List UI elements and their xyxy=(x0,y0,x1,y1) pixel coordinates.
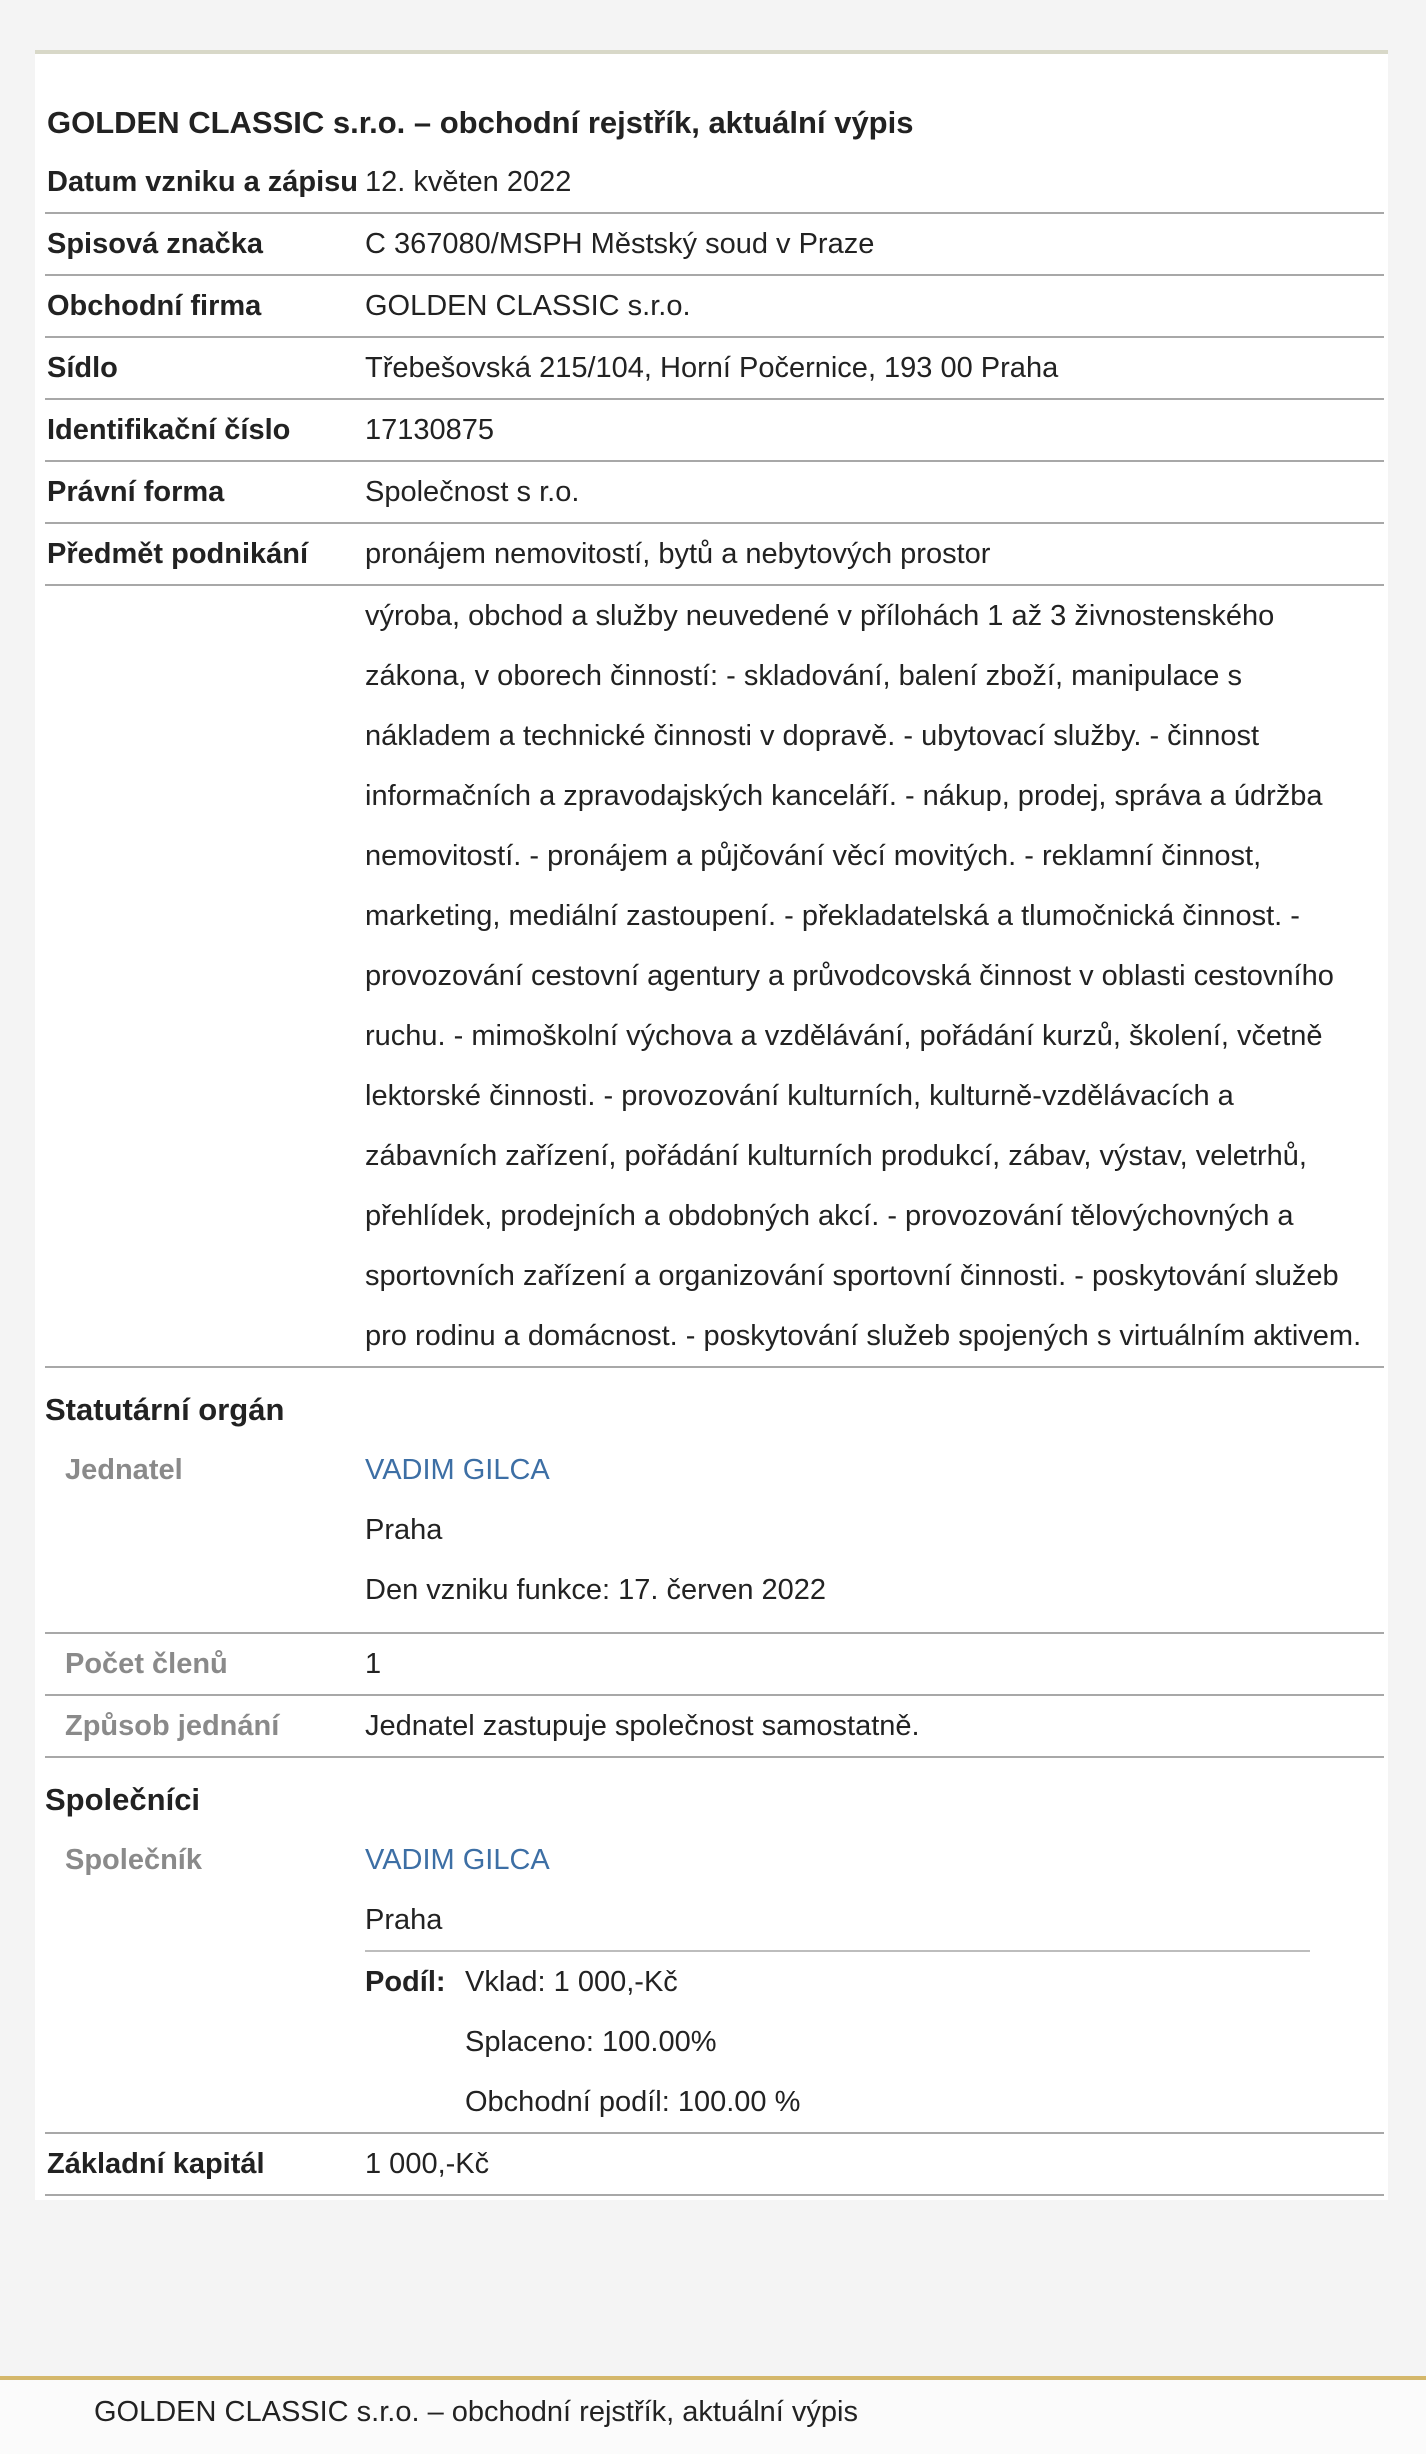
page-title: GOLDEN CLASSIC s.r.o. – obchodní rejstřík, aktuální výpis xyxy=(47,105,914,140)
row-label: Sídlo xyxy=(47,352,118,384)
share-info xyxy=(365,1950,1310,2132)
row-value: GOLDEN CLASSIC s.r.o. xyxy=(365,290,691,322)
row-label: Způsob jednání xyxy=(65,1710,280,1742)
person-link[interactable]: VADIM GILCA xyxy=(365,1454,550,1486)
function-since: Den vzniku funkce: 17. červen 2022 xyxy=(365,1574,827,1606)
row-predmet-podnikani-2 xyxy=(45,584,1384,1366)
row-spisova-znacka xyxy=(45,212,1384,274)
row-pravni-forma xyxy=(45,460,1384,522)
row-label: Jednatel xyxy=(65,1454,183,1486)
row-value: 12. květen 2022 xyxy=(365,166,572,198)
row-label: Obchodní firma xyxy=(47,290,262,322)
section-statutarni-organ: Statutární orgán xyxy=(45,1366,1384,1440)
share-values xyxy=(465,1952,800,2132)
row-label-empty xyxy=(45,586,365,1366)
person-city: Praha xyxy=(365,1904,443,1936)
share-label: Podíl: xyxy=(365,1966,446,1998)
row-label: Společník xyxy=(65,1844,202,1876)
row-value: Jednatel zastupuje společnost samostatně. xyxy=(365,1710,920,1742)
row-zakladni-kapital xyxy=(45,2132,1384,2196)
person-link[interactable]: VADIM GILCA xyxy=(365,1844,550,1876)
row-label: Základní kapitál xyxy=(47,2148,265,2180)
row-pocet-clenu xyxy=(45,1632,1384,1694)
row-label: Datum vzniku a zápisu xyxy=(47,166,359,198)
row-sidlo xyxy=(45,336,1384,398)
row-value: výroba, obchod a služby neuvedené v přílohách 1 až 3 živnostenského zákona, v oborech činností: - skladování, balení zboží, manipulace s nákladem a technické činnosti v dopravě. - ubytovací služby. - činnost informačních a zpravodajských kanceláří. - nákup, prodej, správa a údržba nemovitostí. - pronájem a půjčování věcí movitých. - reklamní činnost, marketing, mediální zastoupení. - překladatelská a tlumočnická činnost. - provozování cestovní agentury a průvodcovská činnost v oblasti cestovního ruchu. - mimoškolní výchova a vzdělávání, pořádání kurzů, školení, včetně lektorské činnosti. - provozování kulturních, kulturně-vzdělávacích a zábavních zařízení, pořádání kulturních produkcí, zábav, výstav, veletrhů, přehlídek, prodejních a obdobných akcí. - provozování tělovýchovných a sportovních zařízení a organizování sportovní činnosti. - poskytování služeb pro rodinu a domácnost. - poskytování služeb spojených s virtuálním aktivem. xyxy=(365,600,1362,1352)
spolecnik-details xyxy=(365,1830,1384,2132)
footer-title: GOLDEN CLASSIC s.r.o. – obchodní rejstřík, aktuální výpis xyxy=(94,2396,858,2428)
register-extract xyxy=(35,50,1388,2200)
row-value: Třebešovská 215/104, Horní Počernice, 193 00 Praha xyxy=(365,352,1059,384)
footer xyxy=(0,2376,1426,2454)
row-label: Identifikační číslo xyxy=(47,414,291,446)
row-predmet-podnikani xyxy=(45,522,1384,584)
row-label: Počet členů xyxy=(65,1648,228,1680)
share-paid: Splaceno: 100.00% xyxy=(465,2026,717,2058)
row-label: Spisová značka xyxy=(47,228,263,260)
person-city: Praha xyxy=(365,1514,443,1546)
row-value: C 367080/MSPH Městský soud v Praze xyxy=(365,228,875,260)
row-value: pronájem nemovitostí, bytů a nebytových prostor xyxy=(365,538,991,570)
row-datum-vzniku xyxy=(45,152,1384,212)
jednatel-details xyxy=(365,1440,1384,1632)
row-ico xyxy=(45,398,1384,460)
row-zpusob-jednani xyxy=(45,1694,1384,1756)
share-business: Obchodní podíl: 100.00 % xyxy=(465,2086,801,2118)
row-value: 1 xyxy=(365,1648,382,1680)
row-value: 1 000,-Kč xyxy=(365,2148,490,2180)
share-deposit: Vklad: 1 000,-Kč xyxy=(465,1966,678,1998)
row-label: Předmět podnikání xyxy=(47,538,309,570)
row-jednatel xyxy=(45,1440,1384,1632)
row-value: 17130875 xyxy=(365,414,495,446)
row-value: Společnost s r.o. xyxy=(365,476,580,508)
row-spolecnik xyxy=(45,1830,1384,2132)
section-spolecnici: Společníci xyxy=(45,1756,1384,1830)
row-obchodni-firma xyxy=(45,274,1384,336)
row-label: Právní forma xyxy=(47,476,225,508)
